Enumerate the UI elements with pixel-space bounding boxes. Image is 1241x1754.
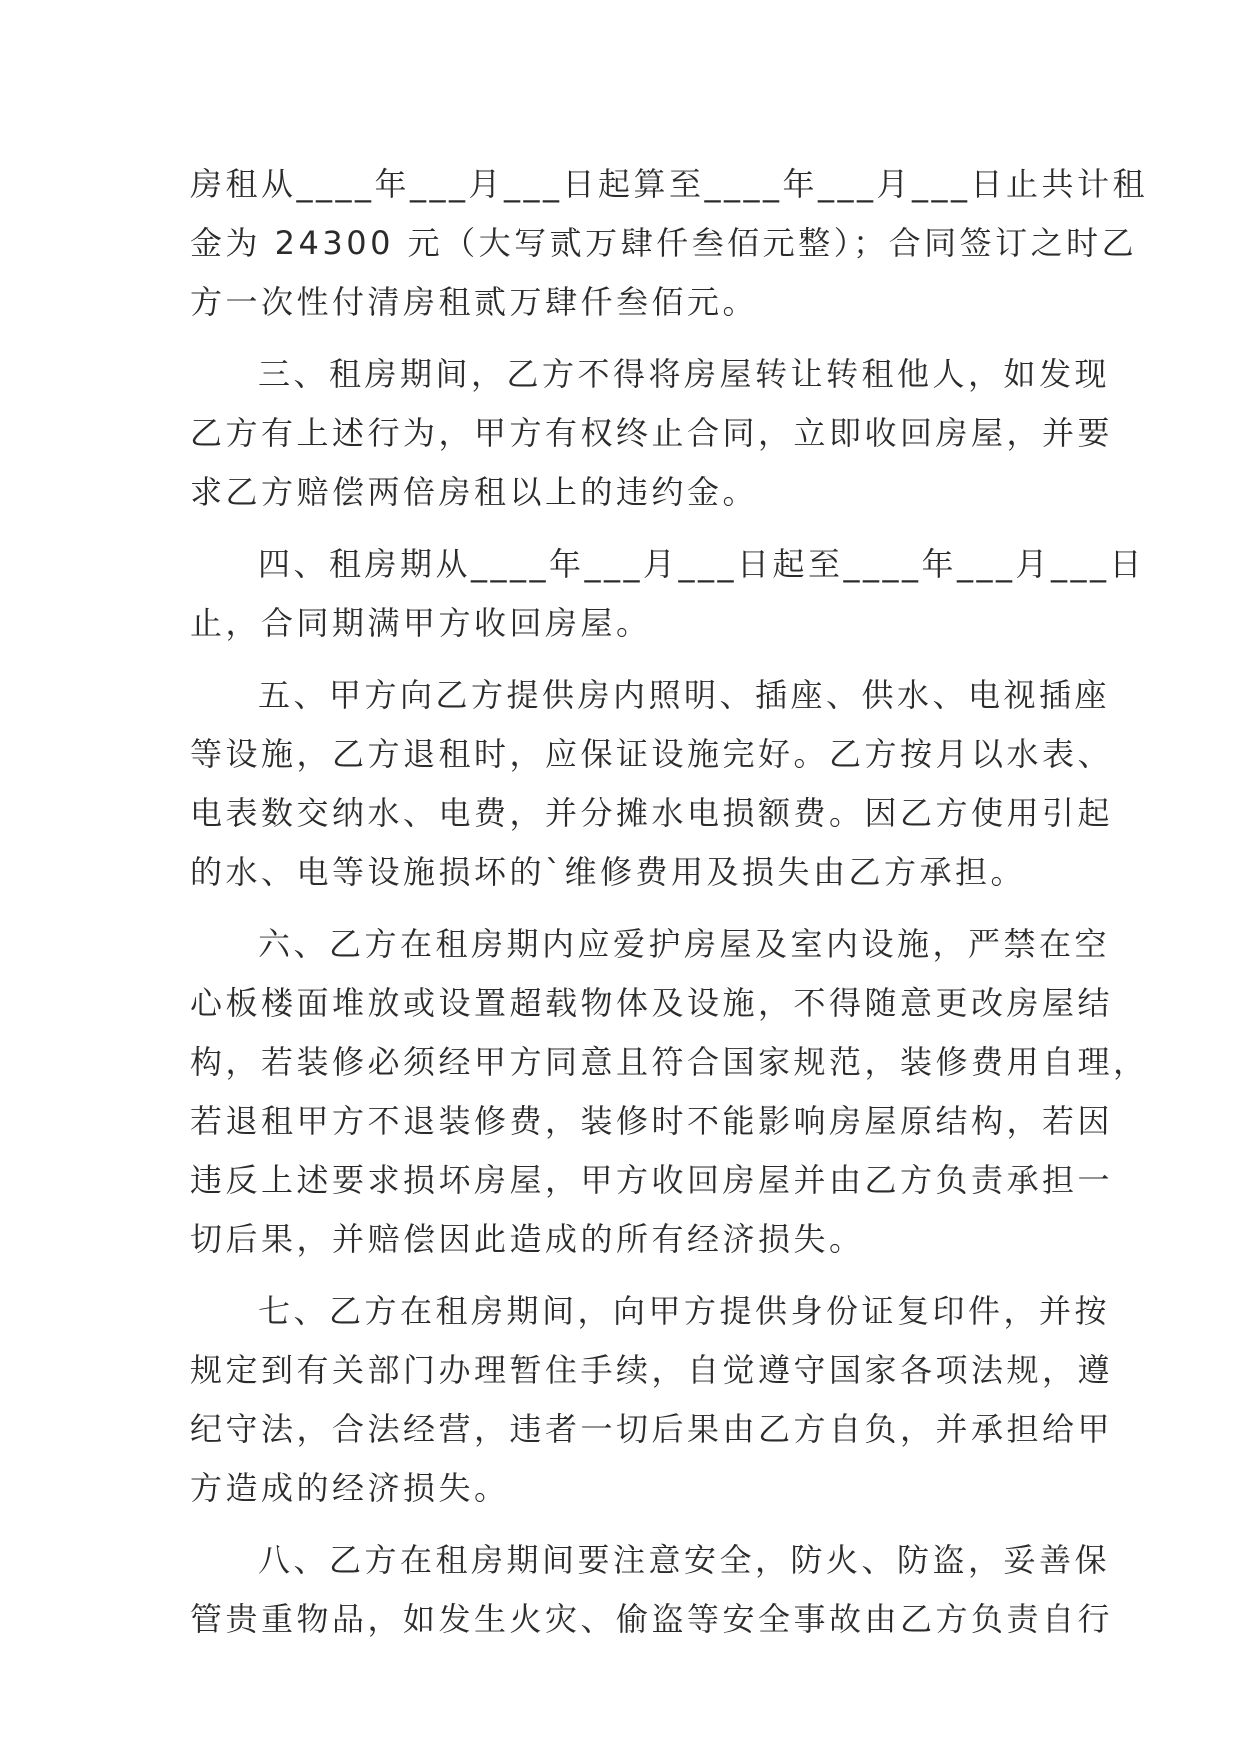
document-body [190,155,1149,1662]
text-line: 纪守法，合法经营，违者一切后果由乙方自负，并承担给甲 [190,1410,1114,1448]
paragraph-rent-amount [190,155,1149,332]
paragraph-clause-5 [190,666,1114,902]
text-line: 切后果，并赔偿因此造成的所有经济损失。 [190,1220,865,1258]
text-line: 止，合同期满甲方收回房屋。 [190,604,652,642]
text-line: 七、乙方在租房期间，向甲方提供身份证复印件，并按 [258,1292,1111,1330]
text-line: 方造成的经济损失。 [190,1469,510,1507]
text-line: 求乙方赔偿两倍房租以上的违约金。 [190,473,759,511]
text-line: 方一次性付清房租贰万肆仟叁佰元。 [190,283,759,321]
text-line: 八、乙方在租房期间要注意安全，防火、防盗，妥善保 [258,1541,1111,1579]
paragraph-clause-6 [190,915,1149,1269]
text-line: 规定到有关部门办理暂住手续，自觉遵守国家各项法规，遵 [190,1351,1114,1389]
text-line: 电表数交纳水、电费，并分摊水电损额费。因乙方使用引起 [190,794,1114,832]
text-line: 五、甲方向乙方提供房内照明、插座、供水、电视插座 [258,676,1111,714]
text-line: 的水、电等设施损坏的`维修费用及损失由乙方承担。 [190,853,1027,891]
text-line: 金为 24300 元（大写贰万肆仟叁佰元整）；合同签订之时乙 [190,224,1138,262]
text-line: 若退租甲方不退装修费，装修时不能影响房屋原结构，若因 [190,1102,1114,1140]
text-line: 心板楼面堆放或设置超载物体及设施，不得随意更改房屋结 [190,984,1114,1022]
text-line: 房租从____年___月___日起算至____年___月___日止共计租 [190,165,1149,203]
paragraph-clause-8 [190,1531,1114,1649]
text-line: 违反上述要求损坏房屋，甲方收回房屋并由乙方负责承担一 [190,1161,1114,1199]
text-line: 六、乙方在租房期内应爱护房屋及室内设施，严禁在空 [258,925,1111,963]
paragraph-clause-7 [190,1282,1114,1518]
paragraph-clause-4 [190,535,1146,653]
text-line: 构，若装修必须经甲方同意且符合国家规范，装修费用自理， [190,1043,1149,1081]
text-line: 三、租房期间，乙方不得将房屋转让转租他人，如发现 [258,355,1111,393]
text-line: 四、租房期从____年___月___日起至____年___月___日 [258,545,1146,583]
text-line: 管贵重物品，如发生火灾、偷盗等安全事故由乙方负责自行 [190,1600,1114,1638]
paragraph-clause-3 [190,345,1114,522]
text-line: 乙方有上述行为，甲方有权终止合同，立即收回房屋，并要 [190,414,1114,452]
text-line: 等设施，乙方退租时，应保证设施完好。乙方按月以水表、 [190,735,1114,773]
